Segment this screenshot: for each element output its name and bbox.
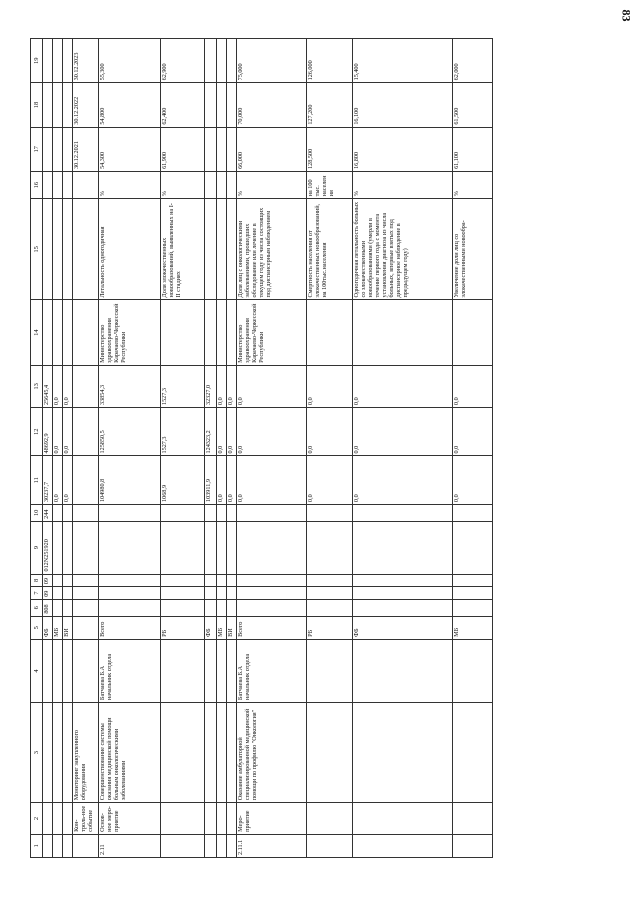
table-row — [217, 39, 227, 858]
table-cell — [205, 83, 217, 127]
table-cell — [353, 504, 453, 521]
table-cell: 61,900 — [161, 127, 205, 171]
table-cell — [63, 171, 73, 198]
table-cell — [161, 574, 205, 587]
table-cell — [63, 639, 73, 702]
table-cell — [205, 574, 217, 587]
table-cell: Министерство здравоохранения Карачаево-Черкесской Республики — [99, 300, 161, 365]
table-cell — [307, 599, 353, 616]
table-cell — [227, 639, 237, 702]
header-cell: 12 — [31, 408, 43, 456]
table-cell: 0,0 — [307, 456, 353, 504]
table-cell: % — [237, 171, 307, 198]
table-cell — [43, 83, 53, 127]
table-cell — [63, 599, 73, 616]
table-cell: на 100 тыс. населения — [307, 171, 353, 198]
table-cell — [53, 39, 63, 83]
table-cell — [217, 127, 227, 171]
table-cell: 0,0 — [237, 365, 307, 407]
table-cell: 0,0 — [353, 456, 453, 504]
table-cell — [217, 39, 227, 83]
table-cell — [53, 504, 63, 521]
table-cell: Смертность населения от злокачественных новообразований, на 100тыс.населения — [307, 199, 353, 300]
table-cell: 33854,3 — [99, 365, 161, 407]
table-cell — [217, 639, 227, 702]
table-cell: 16,100 — [353, 83, 453, 127]
table-cell — [453, 504, 493, 521]
table-row — [227, 39, 237, 858]
table-cell — [63, 83, 73, 127]
table-cell: 30.12.2023 — [73, 39, 99, 83]
table-cell — [73, 639, 99, 702]
table-cell — [43, 803, 53, 835]
table-cell — [73, 456, 99, 504]
table-row — [99, 39, 161, 858]
table-cell — [63, 587, 73, 600]
table-cell: 0,0 — [237, 456, 307, 504]
table-cell: ФБ — [353, 616, 453, 639]
table-cell — [63, 574, 73, 587]
table-cell — [73, 171, 99, 198]
table-cell: 0,0 — [453, 408, 493, 456]
table-cell — [353, 300, 453, 365]
table-cell — [43, 300, 53, 365]
table-cell — [205, 199, 217, 300]
table-cell: 54,300 — [99, 127, 161, 171]
table-cell — [353, 599, 453, 616]
header-cell: 4 — [31, 639, 43, 702]
table-row — [353, 39, 453, 858]
header-cell: 13 — [31, 365, 43, 407]
table-cell — [205, 521, 217, 574]
table-cell — [43, 127, 53, 171]
table-cell: 0,0 — [353, 408, 453, 456]
table-cell — [453, 599, 493, 616]
table-cell — [353, 587, 453, 600]
table-cell: Доля злокачественных новообразований, выявленных на I-II стадиях — [161, 199, 205, 300]
table-cell — [161, 703, 205, 803]
table-cell — [161, 521, 205, 574]
table-cell — [227, 521, 237, 574]
table-row — [237, 39, 307, 858]
table-cell — [53, 803, 63, 835]
table-cell — [73, 599, 99, 616]
table-cell: РБ — [161, 616, 205, 639]
table-cell — [217, 199, 227, 300]
table-cell: % — [99, 171, 161, 198]
table-cell — [227, 834, 237, 857]
table-row — [453, 39, 493, 858]
table-cell: МБ — [453, 616, 493, 639]
table-cell — [227, 803, 237, 835]
table-cell: Меро-приятие — [237, 803, 307, 835]
table-cell: 0,0 — [227, 408, 237, 456]
table-row — [73, 39, 99, 858]
table-cell — [205, 171, 217, 198]
table-cell: % — [353, 171, 453, 198]
table-cell: Совершенствование системы оказания медицинской помощи больным онкологическими заболеваниями — [99, 703, 161, 803]
table-cell — [161, 300, 205, 365]
table-cell — [237, 521, 307, 574]
table-cell: 0,0 — [353, 365, 453, 407]
table-cell: 0,0 — [453, 365, 493, 407]
table-cell — [63, 521, 73, 574]
table-cell: 62,400 — [161, 83, 205, 127]
table-cell: 244 — [43, 504, 53, 521]
header-cell: 8 — [31, 574, 43, 587]
table-cell: 0,0 — [217, 365, 227, 407]
table-cell — [353, 639, 453, 702]
table-cell — [217, 599, 227, 616]
table-cell: 55,300 — [99, 39, 161, 83]
table-cell — [307, 300, 353, 365]
table-cell — [205, 587, 217, 600]
program-activities-table — [30, 38, 493, 858]
table-cell — [53, 300, 63, 365]
table-cell — [307, 574, 353, 587]
table-cell — [217, 171, 227, 198]
table-cell: 61,100 — [453, 127, 493, 171]
table-cell — [307, 521, 353, 574]
table-cell: 54,800 — [99, 83, 161, 127]
table-cell: Доля лиц с онкологическими заболеваниями, прошедших обследование или лечение в текущем году из числа состоящих под диспансерным наблюдением — [237, 199, 307, 300]
table-cell — [43, 639, 53, 702]
table-cell — [43, 834, 53, 857]
table-cell — [73, 365, 99, 407]
table-cell: Всего — [99, 616, 161, 639]
table-cell — [205, 599, 217, 616]
table-cell — [307, 639, 353, 702]
table-cell — [73, 504, 99, 521]
table-cell — [43, 171, 53, 198]
table-cell: 0,0 — [307, 408, 353, 456]
table-cell — [53, 83, 63, 127]
table-cell — [237, 599, 307, 616]
table-cell — [161, 504, 205, 521]
header-cell: 16 — [31, 171, 43, 198]
table-cell — [217, 574, 227, 587]
table-cell: 09 — [43, 587, 53, 600]
table-cell — [53, 171, 63, 198]
table-cell — [227, 599, 237, 616]
table-cell — [237, 504, 307, 521]
table-cell: 61,500 — [453, 83, 493, 127]
table-cell: 1068,9 — [161, 456, 205, 504]
table-cell — [453, 703, 493, 803]
table-cell: 104980,8 — [99, 456, 161, 504]
table-cell — [307, 504, 353, 521]
table-cell — [73, 199, 99, 300]
table-cell: 15,400 — [353, 39, 453, 83]
header-cell: 11 — [31, 456, 43, 504]
table-cell — [453, 300, 493, 365]
table-cell: 125850,5 — [99, 408, 161, 456]
table-cell: 66,000 — [237, 127, 307, 171]
table-cell: % — [161, 171, 205, 198]
table-cell — [53, 574, 63, 587]
table-cell — [43, 199, 53, 300]
table-cell: 0,0 — [227, 456, 237, 504]
table-cell: 30.12.2022 — [73, 83, 99, 127]
table-cell — [217, 803, 227, 835]
header-cell: 2 — [31, 803, 43, 835]
table-cell — [227, 171, 237, 198]
table-cell — [53, 587, 63, 600]
header-cell: 19 — [31, 39, 43, 83]
table-cell — [217, 834, 227, 857]
table-cell: 70,000 — [237, 83, 307, 127]
table-cell — [53, 639, 63, 702]
table-cell — [237, 574, 307, 587]
table-cell — [63, 199, 73, 300]
table-cell — [217, 703, 227, 803]
table-cell: МБ — [217, 616, 227, 639]
table-cell — [99, 574, 161, 587]
table-cell — [307, 803, 353, 835]
table-cell — [227, 587, 237, 600]
table-cell: 16,800 — [353, 127, 453, 171]
table-cell — [227, 300, 237, 365]
table-cell — [53, 703, 63, 803]
table-cell: 126,000 — [307, 39, 353, 83]
table-cell: 30237,7 — [43, 456, 53, 504]
table-cell — [205, 639, 217, 702]
header-cell: 15 — [31, 199, 43, 300]
table-cell — [307, 834, 353, 857]
table-cell: 75,000 — [237, 39, 307, 83]
table-cell: % — [453, 171, 493, 198]
table-cell: ВИ — [227, 616, 237, 639]
table-cell: Кон-троль-ное событие — [73, 803, 99, 835]
table-cell — [453, 587, 493, 600]
table-cell: 127,200 — [307, 83, 353, 127]
table-cell — [63, 504, 73, 521]
table-cell — [53, 199, 63, 300]
table-cell — [161, 587, 205, 600]
table-cell: ФБ — [205, 616, 217, 639]
table-cell: 25645,4 — [43, 365, 53, 407]
table-cell — [217, 587, 227, 600]
table-cell — [353, 703, 453, 803]
table-cell — [161, 803, 205, 835]
table-cell — [227, 127, 237, 171]
table-cell — [205, 127, 217, 171]
table-cell: 48692,9 — [43, 408, 53, 456]
table-cell — [307, 703, 353, 803]
table-row — [161, 39, 205, 858]
header-cell: 1 — [31, 834, 43, 857]
table-cell — [353, 574, 453, 587]
table-cell — [205, 803, 217, 835]
header-cell: 3 — [31, 703, 43, 803]
table-cell — [99, 504, 161, 521]
table-cell — [73, 834, 99, 857]
table-row — [53, 39, 63, 858]
table-cell: 09 — [43, 574, 53, 587]
header-cell: 17 — [31, 127, 43, 171]
table-cell — [353, 834, 453, 857]
table-cell: Всего — [237, 616, 307, 639]
table-cell — [63, 703, 73, 803]
table-cell — [161, 639, 205, 702]
table-cell — [73, 408, 99, 456]
table-cell: 0,0 — [63, 456, 73, 504]
table-cell — [73, 587, 99, 600]
table-cell: МБ — [53, 616, 63, 639]
table-cell — [227, 703, 237, 803]
table-cell — [227, 574, 237, 587]
table-cell — [73, 300, 99, 365]
table-cell: 103911,9 — [205, 456, 217, 504]
table-cell — [99, 521, 161, 574]
rotated-table-container — [30, 38, 590, 858]
table-cell — [43, 39, 53, 83]
table-cell — [453, 574, 493, 587]
header-cell: 14 — [31, 300, 43, 365]
table-cell — [237, 587, 307, 600]
table-cell: ФБ — [43, 616, 53, 639]
table-cell: РБ — [307, 616, 353, 639]
table-cell: 128,500 — [307, 127, 353, 171]
table-cell: Увеличение доли лиц со злокачественными новообра- — [453, 199, 493, 300]
table-cell: 124323,2 — [205, 408, 217, 456]
header-cell: 18 — [31, 83, 43, 127]
table-cell: 2.11.1 — [237, 834, 307, 857]
table-cell — [353, 803, 453, 835]
table-cell: 012N251920 — [43, 521, 53, 574]
table-cell: 808 — [43, 599, 53, 616]
table-cell: 0,0 — [307, 365, 353, 407]
table-cell — [99, 599, 161, 616]
table-cell: 0,0 — [63, 365, 73, 407]
table-cell: Батчаева Б.А начальник отдела — [237, 639, 307, 702]
table-cell: 0,0 — [453, 456, 493, 504]
table-cell — [99, 587, 161, 600]
table-cell — [73, 616, 99, 639]
table-cell — [453, 639, 493, 702]
table-cell: Летальность одногодичная — [99, 199, 161, 300]
table-cell: ВИ — [63, 616, 73, 639]
table-row — [43, 39, 53, 858]
table-cell: 30.12.2021 — [73, 127, 99, 171]
table-cell — [217, 300, 227, 365]
table-cell — [53, 521, 63, 574]
table-cell — [73, 574, 99, 587]
table-body — [43, 39, 493, 858]
table-cell — [227, 39, 237, 83]
table-cell — [53, 599, 63, 616]
header-cell: 9 — [31, 521, 43, 574]
table-cell: 62,000 — [453, 39, 493, 83]
table-cell — [205, 504, 217, 521]
table-cell — [63, 834, 73, 857]
table-cell: Оказание амбулаторной специализированной медицинской помощи по профилю "Онкология" — [237, 703, 307, 803]
header-cell: 6 — [31, 599, 43, 616]
table-cell: Министерство здравоохранения Карачаево-Черкесской Республики — [237, 300, 307, 365]
table-cell — [73, 521, 99, 574]
table-cell: 0,0 — [63, 408, 73, 456]
table-cell: 1527,3 — [161, 365, 205, 407]
header-row — [31, 39, 43, 858]
table-cell — [205, 39, 217, 83]
table-cell — [205, 703, 217, 803]
table-cell: Мониторинг закупленного оборудования — [73, 703, 99, 803]
table-cell — [217, 83, 227, 127]
table-row — [63, 39, 73, 858]
table-cell — [43, 703, 53, 803]
table-cell — [307, 587, 353, 600]
table-cell — [205, 834, 217, 857]
table-cell: 0,0 — [53, 408, 63, 456]
table-cell — [217, 504, 227, 521]
table-cell — [63, 803, 73, 835]
header-cell: 5 — [31, 616, 43, 639]
table-cell — [161, 834, 205, 857]
table-cell — [227, 199, 237, 300]
table-cell — [205, 300, 217, 365]
table-cell — [53, 834, 63, 857]
header-cell: 7 — [31, 587, 43, 600]
table-cell — [453, 803, 493, 835]
table-cell: 0,0 — [227, 365, 237, 407]
table-cell — [353, 521, 453, 574]
table-row — [205, 39, 217, 858]
table-cell — [227, 83, 237, 127]
table-cell — [63, 39, 73, 83]
table-cell — [453, 834, 493, 857]
table-cell — [63, 300, 73, 365]
table-cell: 32327,0 — [205, 365, 217, 407]
table-cell: 0,0 — [217, 408, 227, 456]
table-cell — [453, 521, 493, 574]
table-cell — [53, 127, 63, 171]
table-cell: 0,0 — [217, 456, 227, 504]
table-cell: Основ-ное меро-приятие — [99, 803, 161, 835]
table-cell: 0,0 — [53, 456, 63, 504]
header-cell: 10 — [31, 504, 43, 521]
table-cell: 0,0 — [237, 408, 307, 456]
table-cell — [63, 127, 73, 171]
table-cell — [217, 521, 227, 574]
table-cell: Одногодичная летальность больных со злокачественными новообразованиями (умерли в течение первого года с момента установления диагноза из числа больных, впервые взятых под диспансерное наблюдение в предыдущем году) — [353, 199, 453, 300]
table-cell: 1527,3 — [161, 408, 205, 456]
table-cell: 0,0 — [53, 365, 63, 407]
table-cell — [227, 504, 237, 521]
table-cell — [161, 599, 205, 616]
page-number: 83 — [619, 9, 634, 22]
table-cell: 2.11 — [99, 834, 161, 857]
table-cell: 62,900 — [161, 39, 205, 83]
table-row — [307, 39, 353, 858]
table-cell: Батчаева Б.А начальник отдела — [99, 639, 161, 702]
